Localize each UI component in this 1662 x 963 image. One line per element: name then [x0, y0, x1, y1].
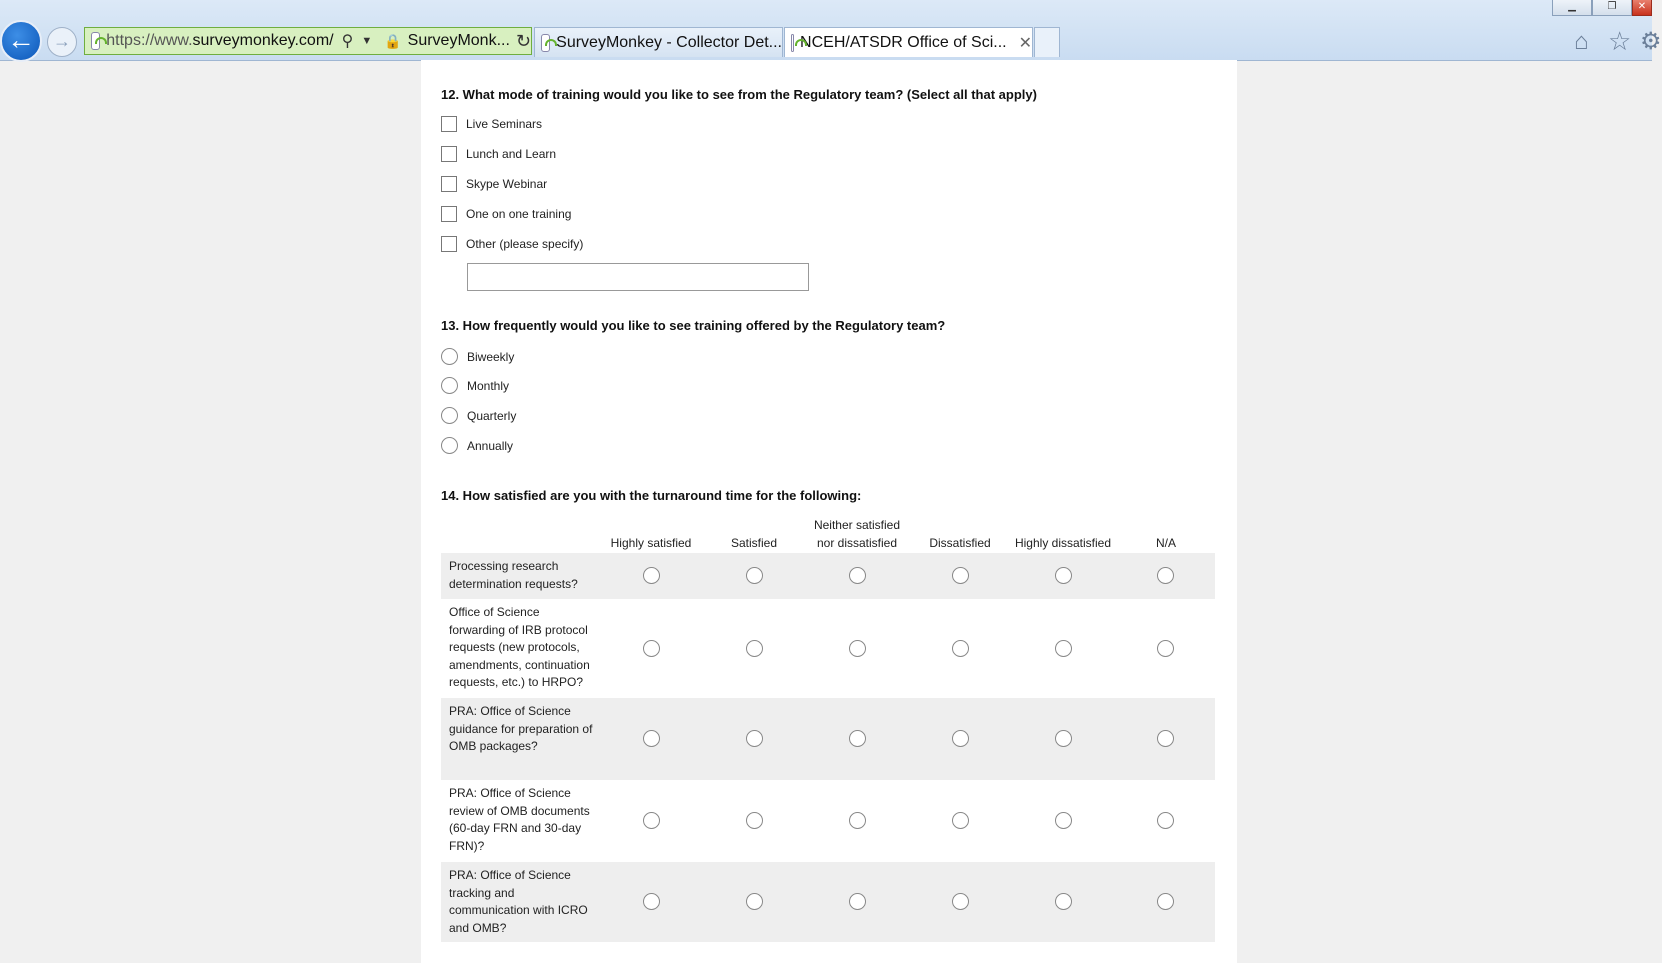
radio-button[interactable] — [746, 640, 763, 657]
radio-button[interactable] — [441, 407, 458, 424]
q13-option-quarterly[interactable] — [441, 407, 516, 424]
browser-toolbar — [0, 0, 1662, 61]
gear-icon[interactable]: ⚙ — [1640, 28, 1662, 55]
radio-button[interactable] — [643, 893, 660, 910]
back-arrow-icon[interactable]: ← — [0, 20, 42, 62]
radio-button[interactable] — [849, 730, 866, 747]
radio-button[interactable] — [643, 640, 660, 657]
row-label: PRA: Office of Science guidance for preparation of OMB packages? — [449, 704, 593, 754]
radio-button[interactable] — [746, 567, 763, 584]
radio-button[interactable] — [441, 377, 458, 394]
radio-button[interactable] — [952, 893, 969, 910]
radio-button[interactable] — [643, 567, 660, 584]
restore-button[interactable]: ❐ — [1592, 0, 1632, 16]
matrix-row — [441, 780, 1215, 862]
site-identity-label[interactable]: SurveyMonk... — [407, 32, 510, 49]
row-label: PRA: Office of Science review of OMB documents (60-day FRN and 30-day FRN)? — [449, 786, 590, 853]
option-label: Quarterly — [467, 408, 517, 423]
star-icon[interactable]: ☆ — [1608, 26, 1632, 56]
question-12-title: 12. What mode of training would you like to see from the Regulatory team? (Select all that apply) — [441, 87, 1037, 102]
column-header: Highly dissatisfied — [1014, 536, 1112, 550]
checkbox[interactable] — [441, 116, 457, 132]
column-header: Satisfied — [730, 536, 778, 550]
radio-button[interactable] — [441, 348, 458, 365]
option-label: Skype Webinar — [466, 177, 548, 191]
option-label: Biweekly — [467, 349, 515, 364]
radio-button[interactable] — [952, 640, 969, 657]
refresh-icon[interactable]: ↻ — [515, 30, 531, 51]
q13-option-annually[interactable] — [441, 437, 513, 454]
radio-button[interactable] — [746, 893, 763, 910]
url-text[interactable]: https://www.surveymonkey.com/ — [106, 32, 334, 49]
satisfaction-matrix — [441, 512, 1215, 942]
question-14-title: 14. How satisfied are you with the turnaround time for the following: — [441, 488, 862, 503]
question-13-title: 13. How frequently would you like to see training offered by the Regulatory team? — [441, 318, 946, 333]
option-label: Monthly — [467, 378, 510, 393]
radio-button[interactable] — [952, 812, 969, 829]
option-label: One on one training — [466, 207, 572, 221]
radio-button[interactable] — [1055, 640, 1072, 657]
home-icon[interactable]: ⌂ — [1574, 28, 1589, 55]
radio-button[interactable] — [746, 730, 763, 747]
q12-option-live-seminars[interactable] — [441, 116, 542, 132]
matrix-row — [441, 862, 1215, 942]
radio-button[interactable] — [1055, 812, 1072, 829]
option-label: Other (please specify) — [466, 237, 584, 251]
radio-button[interactable] — [1157, 567, 1174, 584]
radio-button[interactable] — [1055, 730, 1072, 747]
column-header: Highly satisfied — [610, 536, 692, 550]
checkbox[interactable] — [441, 176, 457, 192]
radio-button[interactable] — [952, 567, 969, 584]
radio-button[interactable] — [849, 812, 866, 829]
forward-arrow-icon[interactable]: → — [47, 27, 77, 57]
row-label: PRA: Office of Science tracking and communication with ICRO and OMB? — [449, 868, 588, 935]
q13-option-biweekly[interactable] — [441, 348, 514, 365]
option-label: Live Seminars — [466, 117, 543, 131]
site-favicon-icon — [791, 34, 794, 52]
matrix-row — [441, 698, 1215, 780]
radio-button[interactable] — [643, 812, 660, 829]
q12-option-other[interactable] — [441, 236, 583, 252]
matrix-header — [441, 512, 1215, 552]
checkbox[interactable] — [441, 206, 457, 222]
new-tab-button[interactable] — [1034, 27, 1060, 57]
checkbox[interactable] — [441, 236, 457, 252]
lock-icon[interactable]: 🔒 — [384, 32, 402, 49]
q12-option-lunch-and-learn[interactable] — [441, 146, 556, 162]
column-header-line: Neither satisfied — [813, 518, 901, 532]
tab-title: NCEH/ATSDR Office of Sci... — [800, 33, 1007, 51]
tab-office-of-science[interactable] — [784, 27, 1033, 57]
radio-button[interactable] — [1157, 893, 1174, 910]
column-header: Dissatisfied — [929, 536, 991, 550]
radio-button[interactable] — [1157, 812, 1174, 829]
close-window-button[interactable]: ✕ — [1632, 0, 1652, 16]
q12-option-skype-webinar[interactable] — [441, 176, 547, 192]
search-icon[interactable]: ⚲ — [341, 33, 354, 50]
other-specify-input[interactable] — [467, 263, 809, 291]
radio-button[interactable] — [849, 893, 866, 910]
radio-button[interactable] — [952, 730, 969, 747]
radio-button[interactable] — [1157, 640, 1174, 657]
matrix-row — [441, 599, 1215, 698]
tab-collector-details[interactable] — [534, 27, 783, 57]
q12-option-one-on-one[interactable] — [441, 206, 571, 222]
dropdown-icon[interactable]: ▼ — [361, 35, 373, 47]
radio-button[interactable] — [746, 812, 763, 829]
radio-button[interactable] — [1055, 893, 1072, 910]
row-label: Office of Science forwarding of IRB protocol requests (new protocols, amendments, continuation requests, etc.) to HRPO? — [449, 605, 590, 690]
radio-button[interactable] — [1055, 567, 1072, 584]
column-header: N/A — [1155, 536, 1176, 550]
checkbox[interactable] — [441, 146, 457, 162]
minimize-button[interactable]: ▁ — [1552, 0, 1592, 16]
matrix-row — [441, 553, 1215, 599]
radio-button[interactable] — [849, 640, 866, 657]
q13-option-monthly[interactable] — [441, 377, 509, 394]
radio-button[interactable] — [643, 730, 660, 747]
close-tab-icon[interactable]: ✕ — [1018, 34, 1032, 52]
window-controls — [1552, 0, 1652, 16]
column-header-line: nor dissatisfied — [816, 536, 898, 550]
option-label: Lunch and Learn — [466, 147, 557, 161]
column-header — [802, 516, 912, 552]
radio-button[interactable] — [849, 567, 866, 584]
radio-button[interactable] — [441, 437, 458, 454]
radio-button[interactable] — [1157, 730, 1174, 747]
site-favicon-icon — [541, 34, 550, 52]
survey-page — [421, 60, 1237, 963]
tab-title: SurveyMonkey - Collector Det... — [556, 33, 782, 51]
row-label: Processing research determination requests? — [449, 559, 578, 591]
address-bar[interactable] — [84, 27, 532, 55]
site-favicon-icon — [91, 32, 100, 50]
option-label: Annually — [467, 438, 514, 453]
